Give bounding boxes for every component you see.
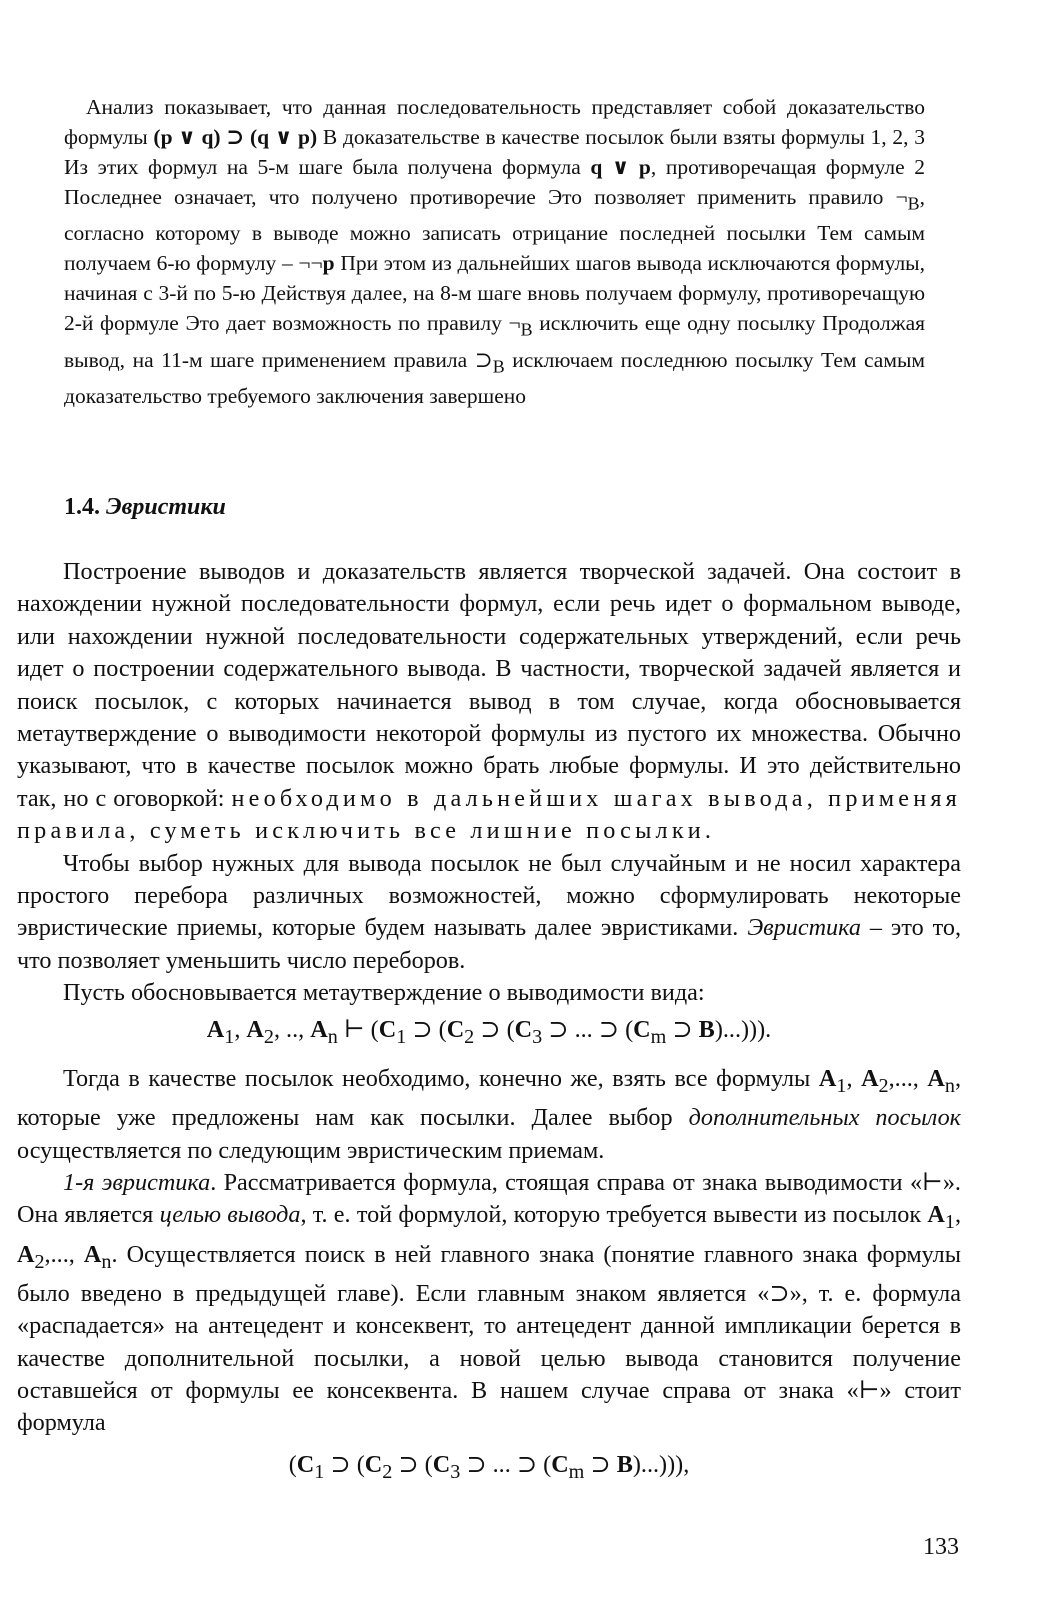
bold-run: C [296,1451,315,1478]
text-run: Чтобы выбор нужных для вывода посылок не был случайным и не носил характера простого перебора различных возможностей, можно сформулировать некоторые эвристические приемы, которые будем называть далее эвристиками. [17,849,961,942]
subscript: n [944,1074,955,1097]
text-run: ,..., [888,1064,928,1092]
text-run: Пусть обосновывается метаутверждение о выводимости вида: [63,979,705,1007]
subscript: 1 [314,1460,325,1483]
bold-run: p [322,251,335,276]
bold-run: C [633,1015,651,1043]
text-run: , противоречащая формуле 2 Последнее означает, что получено противоречие Это позволяет применить правило ¬ [64,155,926,209]
body-paragraph-creative-task [17,556,961,848]
text-run: В доказательстве в качестве посылок были взяты формулы 1, 2, 3 Из этих формул на 5-м шаге была получена формула [64,125,925,179]
text-run: , [846,1064,862,1092]
text-run: )...))). [714,1015,772,1043]
bold-run: A [927,1201,945,1229]
page-number: 133 [923,1534,959,1560]
text-run: ⊃ ... ⊃ ( [542,1015,634,1043]
section-heading [64,494,226,521]
bold-run: B [698,1015,715,1043]
subscript: m [568,1460,585,1483]
text-run: ⊃ ( [392,1451,433,1478]
text-run: , которые уже предложены нам как посылки. Далее выбор [17,1064,962,1132]
body-paragraph-first-heuristic [17,1167,961,1440]
section-body [17,556,961,1440]
bold-run: A [17,1240,35,1268]
bold-run: q ∨ p [590,155,651,179]
subscript: n [327,1025,338,1048]
subscript: m [650,1025,667,1048]
subscript: 2 [464,1025,475,1048]
subscript: 2 [263,1025,274,1048]
text-run: , .., [273,1015,311,1043]
subscript: n [101,1250,112,1273]
text-run: ⊃ ( [406,1015,447,1043]
bold-run: C [514,1015,533,1043]
text-run: ⊢ ( [337,1015,379,1043]
text-run: Анализ показывает, что данная последовательность представляет собой доказательство формулы [64,95,925,149]
subscript: 2 [382,1460,393,1483]
text-run: , т. е. той формулой, которую требуется вывести из посылок [300,1201,928,1229]
text-run: – это то, что позволяет уменьшить число переборов. [17,914,961,974]
text-run: ,..., [44,1240,84,1268]
text-run: Тогда в качестве посылок необходимо, конечно же, взять все формулы [63,1064,819,1092]
bold-run: C [378,1015,397,1043]
text-run: )...))), [632,1451,690,1478]
formula-metastatement [17,1010,961,1063]
subscript: 2 [878,1074,889,1097]
italic-run: Эвристика [747,914,861,942]
subscript: В [907,193,920,214]
bold-run: C [364,1451,383,1478]
bold-run: A [246,1015,264,1043]
text-run: ⊃ [584,1451,617,1478]
text-run: Построение выводов и доказательств является творческой задачей. Она состоит в нахождении нужной последовательности формул, если речь идет о формальном выводе, или нахождении нужной последовательности содержательных утверждений, если речь идет о построении содержательного вывода. В частности, творческой задачей является и поиск посылок, с которых начинается вывод в том случае, когда обосновывается метаутверждение о выводимости некоторой формулы из пустого их множества. Обычно указывают, что в качестве посылок можно брать любые формулы. И это действительно так, но с оговоркой: [17,558,961,812]
bold-run: C [446,1015,465,1043]
bold-run: A [206,1015,225,1043]
bold-run: (p ∨ q) ⊃ (q ∨ p) [153,125,318,149]
bold-run: A [310,1015,328,1043]
bold-run: A [818,1064,837,1092]
spaced-emphasis: необходимо в дальнейших шагах вывода, применяя правила, суметь исключить все лишние посылки. [17,784,961,845]
text-run: . Осуществляется поиск в ней главного знака (понятие главного знака формулы было введено в предыдущей главе). Если главным знаком является «⊃», т. е. формула «распадается» на антецедент и консеквент, то антецедент данной импликации берется в качестве дополнительной посылки, а новой целью вывода становится получение оставшейся от формулы ее консеквента. В нашем случае справа от знака «⊢» стоит формула [17,1240,962,1437]
subscript: 3 [450,1460,461,1483]
subscript: 3 [532,1025,543,1048]
text-run: При этом из дальнейших шагов вывода исключаются формулы, начиная с 3-й по 5-ю Действуя далее, на 8-м шаге вновь получаем формулу, противоречащую 2-й формуле Это дает возможность по правилу ¬ [64,251,925,336]
text-run: , согласно которому в выводе можно записать отрицание последней посылки Тем самым получаем 6-ю формулу – ¬¬ [64,185,925,276]
text-run: . Рассматривается формула, стоящая справа от знака выводимости «⊢». Она является [17,1168,961,1229]
text-run: ( [288,1451,297,1478]
bold-run: B [616,1451,633,1478]
subscript: 1 [944,1211,955,1234]
subscript: 1 [224,1025,235,1048]
text-run: , [234,1015,247,1043]
italic-run: целью вывода [159,1201,301,1229]
subscript: В [520,319,533,340]
subscript: В [492,355,505,376]
italic-run: дополнительных посылок [688,1104,961,1132]
text-run: ⊃ [666,1015,699,1043]
italic-run: 1-я эвристика [63,1168,211,1196]
text-run: исключаем последнюю посылку Тем самым доказательство требуемого заключения завершено [64,347,925,408]
text-run: ⊃ ... ⊃ ( [460,1451,552,1478]
proof-analysis-paragraph [64,92,925,411]
subscript: 1 [836,1074,847,1097]
bold-run: A [927,1064,945,1092]
body-paragraph-premises [17,1063,961,1167]
bold-run: A [861,1064,879,1092]
subscript: 2 [34,1250,45,1273]
bold-run: A [83,1240,102,1268]
text-run: осуществляется по следующим эвристическим приемам. [17,1136,605,1164]
bold-run: C [432,1451,451,1478]
text-run: , [954,1201,961,1229]
subscript: 1 [396,1025,407,1048]
text-run: ⊃ ( [474,1015,515,1043]
body-paragraph-heuristics-intro [17,848,961,978]
formula-goal [17,1450,961,1484]
section-title: Эвристики [106,494,226,520]
section-number: 1.4. [64,494,100,520]
body-paragraph-metastatement [17,977,961,1009]
bold-run: C [551,1451,569,1478]
text-run: исключить еще одну посылку Продолжая вывод, на 11-м шаге применением правила ⊃ [64,311,925,372]
text-run: ⊃ ( [324,1451,365,1478]
